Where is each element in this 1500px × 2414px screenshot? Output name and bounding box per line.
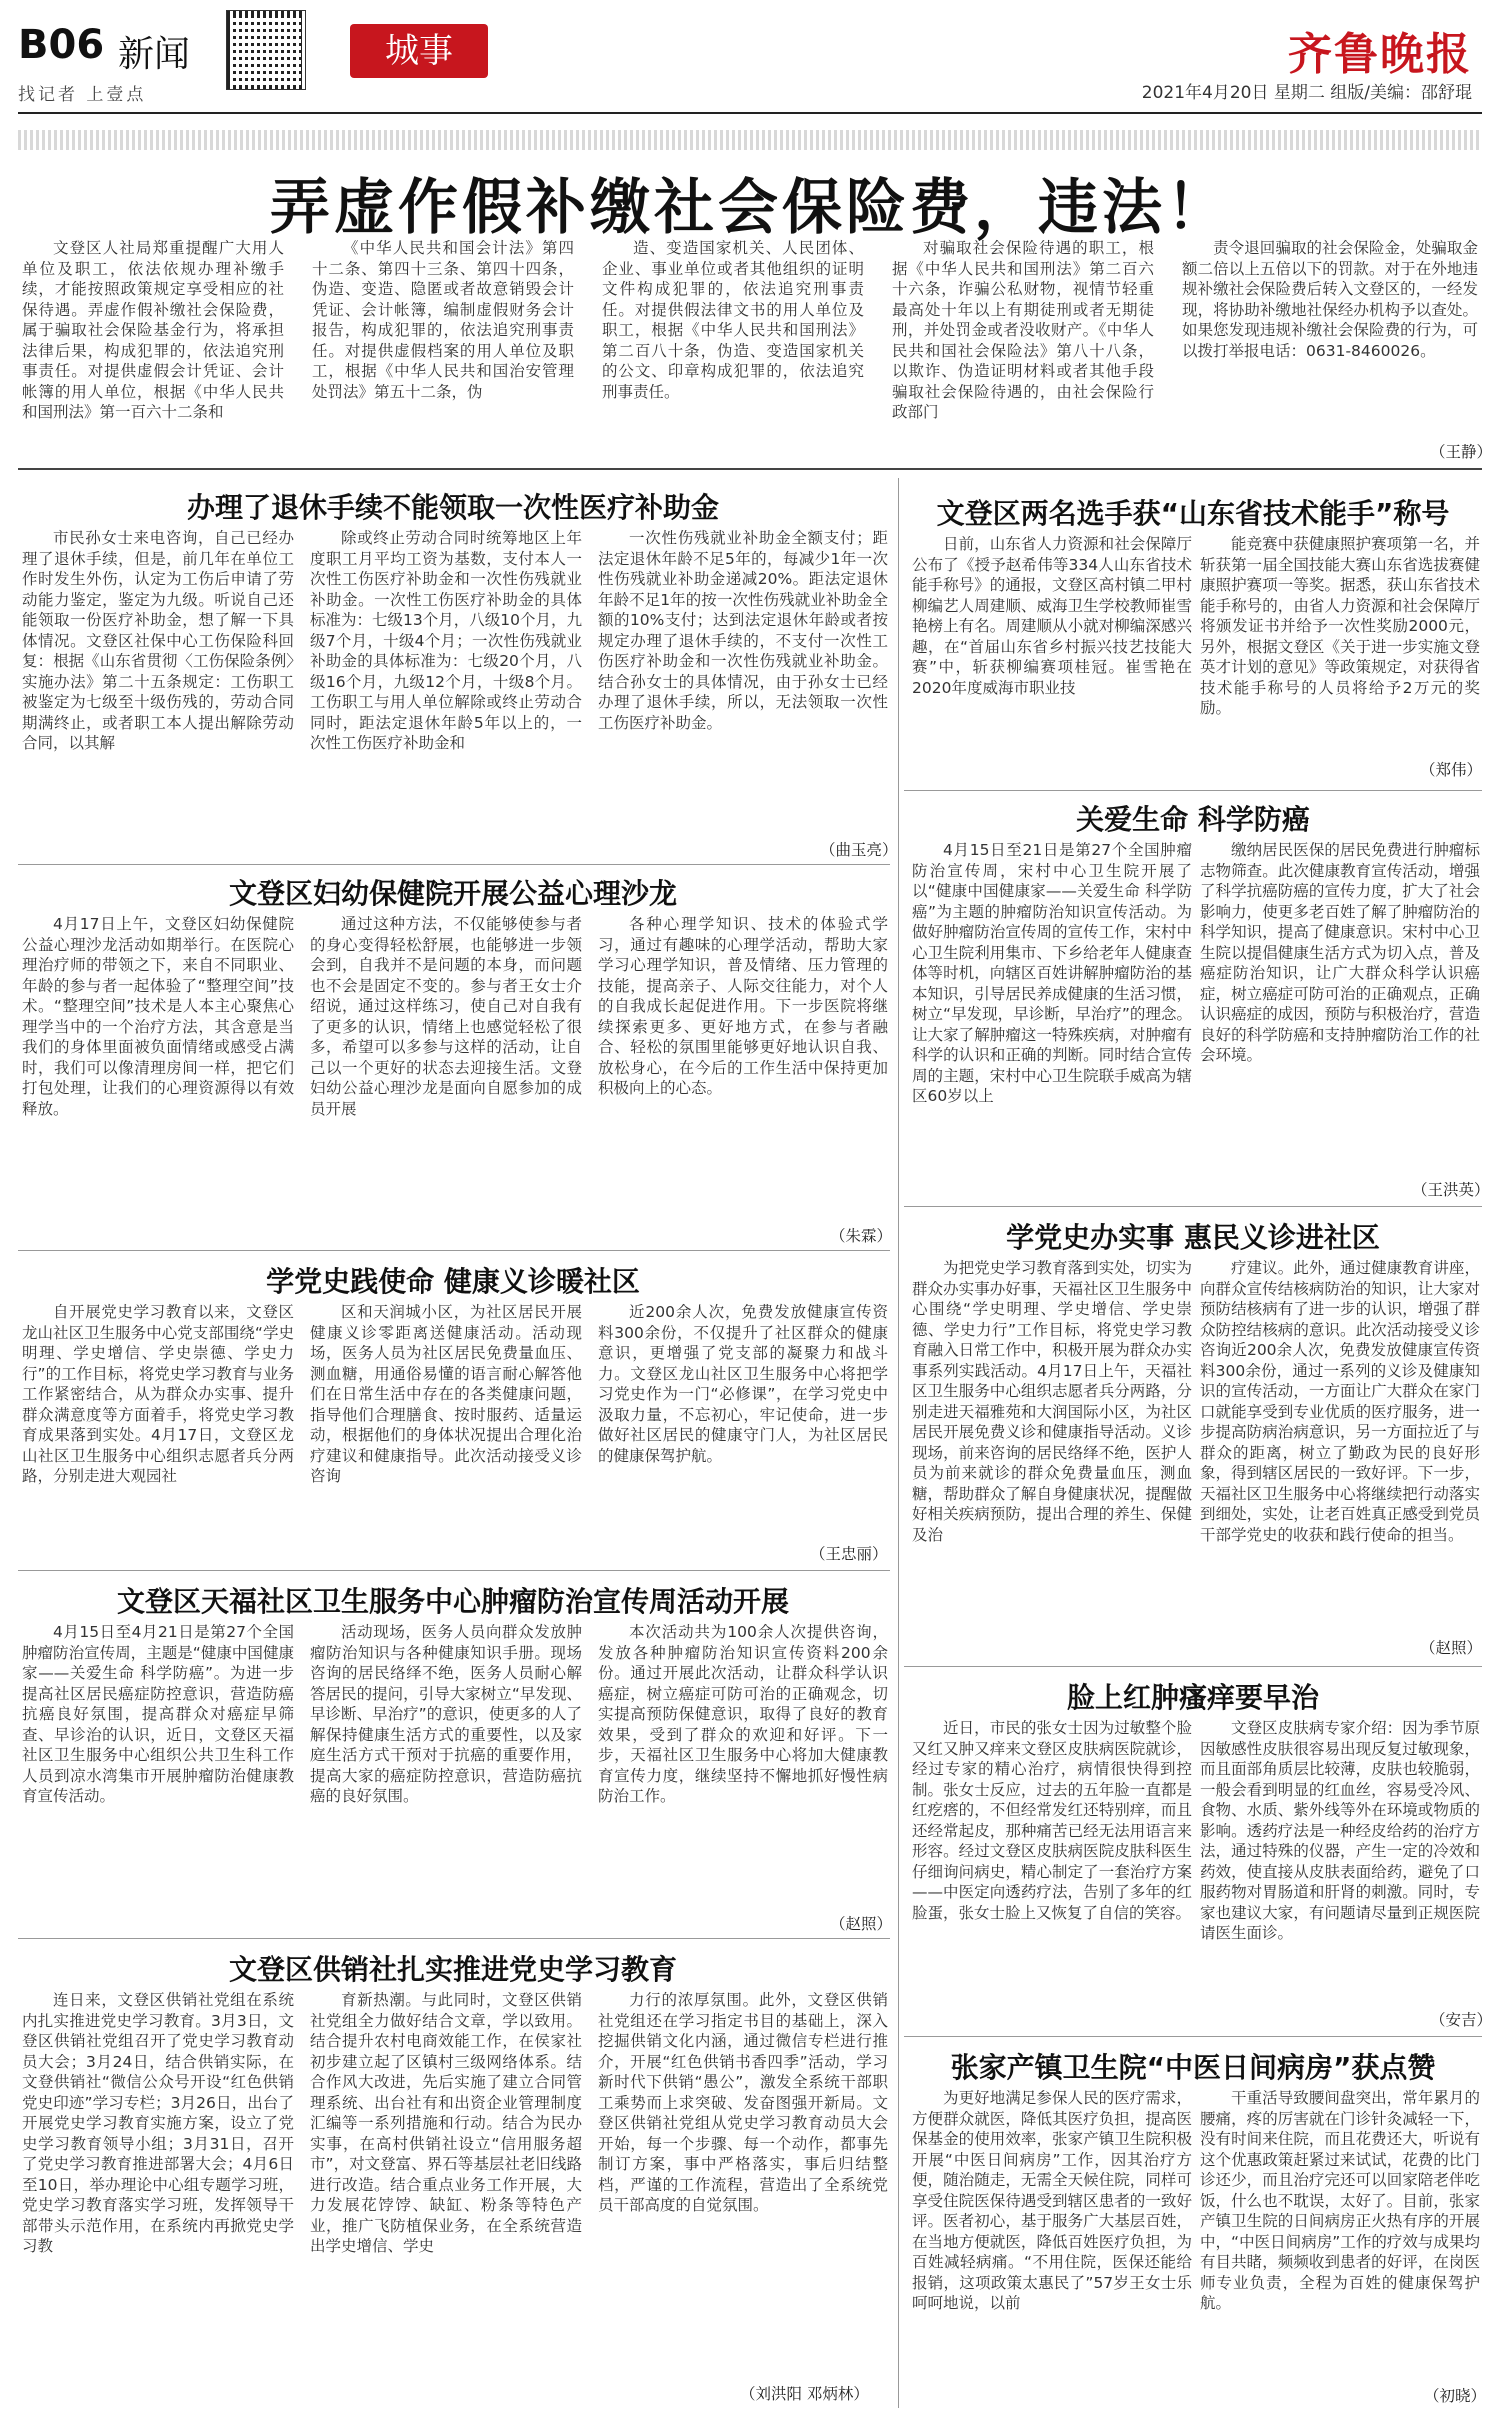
divider <box>18 1570 890 1571</box>
article-column: 育新热潮。与此同时，文登区供销社党组全力做好结合文章，学以致用。结合提升农村电商效能工作，在侯家社初步建立起了区镇村三级网络体系。结合作风大改进，先后实施了建立合同管理系统、出台社有和出资企业管理制度汇编等一系列措施和行动。结合为民办实事，在高村供销社设立“信用服务超市”，对文登富、界石等基层社老旧线路进行改造。结合重点业务工作开展，大力发展花饽饽、缺缸、粉条等特色产业，推广飞防植保业务，在全系统营造出学史增信、学史 <box>310 1991 582 2255</box>
article-column: 4月15日至21日是第27个全国肿瘤防治宣传周，宋村中心卫生院开展了以“健康中国健康家——关爱生命 科学防癌”为主题的肿瘤防治知识宣传活动。为做好肿瘤防治宣传周的宣传工作，宋村中心卫生院利用集市、下乡给老年人健康查体等时机，向辖区百姓讲解肿瘤防治的基本知识，引导居民养成健康的生活习惯，树立“早发现，早诊断，早治疗”的理念。让大家了解肿瘤这一特殊疾病，对肿瘤有科学的认识和正确的判断。同时结合宣传周的主题，宋村中心卫生院联手威高为辖区60岁以上 <box>912 841 1192 1105</box>
decorative-band <box>18 130 1482 150</box>
article-column: 能竞赛中获健康照护赛项第一名，并斩获第一届全国技能大赛山东省选拔赛健康照护赛项一等奖。据悉，获山东省技术能手称号的，由省人力资源和社会保障厅将颁发证书并给予一次性奖励2000元，另外，根据文登区《关于进一步实施文登英才计划的意见》等政策规定，对获得省技术能手称号的人员将给予2万元的奖励。 <box>1200 535 1480 717</box>
article-headline: 文登区妇幼保健院开展公益心理沙龙 <box>228 877 677 910</box>
lead-column-1: 文登区人社局郑重提醒广大用人单位及职工，依法依规办理补缴手续，才能按照政策规定享受相应的社保待遇。弄虚作假补缴社会保险费，属于骗取社会保险基金行为，将承担法律后果，构成犯罪的，依法追究刑事责任。对提供虚假会计凭证、会计帐簿的用人单位，根据《中华人民共和国刑法》第一百六十二条和 <box>22 239 284 421</box>
article-column: 日前，山东省人力资源和社会保障厅公布了《授予赵希伟等334人山东省技术能手称号》的通报，文登区高村镇二甲村柳编艺人周建顺、威海卫生学校教师崔雪艳榜上有名。周建顺从小就对柳编深感兴趣，在“首届山东省乡村振兴技艺技能大赛”中，斩获柳编赛项桂冠。崔雪艳在2020年度威海市职业技 <box>912 535 1192 697</box>
lead-byline: （王静） <box>1430 443 1493 461</box>
article-column: 文登区皮肤病专家介绍：因为季节原因敏感性皮肤很容易出现反复过敏现象，而且面部角质层比较薄，皮肤也较脆弱，一般会看到明显的红血丝，容易受冷风、食物、水质、紫外线等外在环境或物质的影响。透药疗法是一种经皮给药的治疗方法，通过特殊的仪器，产生一定的冷效和药效，使直接从皮肤表面给药，避免了口服药物对胃肠道和肝肾的刺激。同时，专家也建议大家，有问题请尽量到正规医院请医生面诊。 <box>1200 1719 1480 1942</box>
lead-column-2: 《中华人民共和国会计法》第四十二条、第四十三条、第四十四条，伪造、变造、隐匿或者故意销毁会计凭证、会计帐簿，编制虚假财务会计报告，构成犯罪的，依法追究刑事责任。对提供虚假档案的用人单位及职工，根据《中华人民共和国治安管理处罚法》第五十二条，伪 <box>312 239 574 401</box>
article-byline: （王洪英） <box>1412 1181 1490 1199</box>
article-byline: （赵照） <box>830 1915 893 1933</box>
article-column: 自开展党史学习教育以来，文登区龙山社区卫生服务中心党支部围绕“学史明理、学史增信、学史崇德、学史力行”的工作目标，将党史学习教育与业务工作紧密结合，从为群众办实事、提升群众满意度等方面着手，将党史学习教育成果落到实处。4月17日，文登区龙山社区卫生服务中心组织志愿者兵分两路，分别走进大观园社 <box>22 1303 294 1485</box>
divider <box>18 468 1482 470</box>
article-column: 为把党史学习教育落到实处，切实为群众办实事办好事，天福社区卫生服务中心围绕“学史明理、学史增信、学史崇德、学史力行”工作目标，将党史学习教育融入日常工作中，积极开展为群众办实事系列实践活动。4月17日上午，天福社区卫生服务中心组织志愿者兵分两路，分别走进天福雅苑和大润国际小区，为社区居民开展免费义诊和健康指导活动。义诊现场，前来咨询的居民络绎不绝，医护人员为前来就诊的群众免费量血压，测血糖，帮助群众了解自身健康状况，提醒做好相关疾病预防，提出合理的养生、保健及治 <box>912 1259 1192 1544</box>
lead-column-3: 造、变造国家机关、人民团体、企业、事业单位或者其他组织的证明文件构成犯罪的，依法追究刑事责任。对提供假法律文书的用人单位及职工，根据《中华人民共和国刑法》第二百八十条，伪造、变造国家机关的公文、印章构成犯罪的，依法追究刑事责任。 <box>602 239 864 401</box>
article-headline: 文登区供销社扎实推进党史学习教育 <box>228 1953 677 1986</box>
article-headline: 学党史办实事 惠民义诊进社区 <box>1006 1221 1380 1254</box>
article-column: 缴纳居民医保的居民免费进行肿瘤标志物筛查。此次健康教育宣传活动，增强了科学抗癌防癌的宣传力度，扩大了社会影响力，使更多老百姓了解了肿瘤防治的科学知识，提高了健康意识。宋村中心卫生院以提倡健康生活方式为切入点，普及癌症防治知识，让广大群众科学认识癌症，树立癌症可防可治的正确观点，正确认识癌症的成因，预防与积极治疗，营造良好的科学防癌和支持肿瘤防治工作的社会环境。 <box>1200 841 1480 1064</box>
article-column: 力行的浓厚氛围。此外，文登区供销社党组还在学习指定书目的基础上，深入挖掘供销文化内涵，通过微信专栏进行推介，开展“红色供销书香四季”活动，学习新时代下供销“愚公”，激发全系统干部职工乘势而上求突破、发奋图强开新局。文登区供销社党组从党史学习教育动员大会开始，每一个步骤、每一个动作，都事先制订方案，事中严格落实，事后归结整档，严谨的工作流程，营造出了全系统党员干部高度的自觉氛围。 <box>598 1991 888 2214</box>
article-column: 4月15日至4月21日是第27个全国肿瘤防治宣传周，主题是“健康中国健康家——关爱生命 科学防癌”。为进一步提高社区居民癌症防控意识，营造防癌抗癌良好氛围，提高群众对癌症早筛查、早诊治的认识，近日，文登区天福社区卫生服务中心组织公共卫生科工作人员到凉水湾集市开展肿瘤防治健康教育宣传活动。 <box>22 1623 294 1805</box>
article-column: 疗建议。此外，通过健康教育讲座，向群众宣传结核病防治的知识，让大家对预防结核病有了进一步的认识，增强了群众防控结核病的意识。此次活动接受义诊咨询近200余人次，免费发放健康宣传资料300余份，通过一系列的义诊及健康知识的宣传活动，一方面让广大群众在家门口就能享受到专业优质的医疗服务，进一步提高防病治病意识，另一方面拉近了与群众的距离，树立了勤政为民的良好形象，得到辖区居民的一致好评。下一步，天福社区卫生服务中心将继续把行动落实到细处，实处，让老百姓真正感受到党员干部学党史的收获和践行使命的担当。 <box>1200 1259 1480 1544</box>
article-headline: 脸上红肿瘙痒要早治 <box>1066 1681 1319 1714</box>
article-column: 活动现场，医务人员向群众发放肿瘤防治知识与各种健康知识手册。现场咨询的居民络绎不绝，医务人员耐心解答居民的提问，引导大家树立“早发现、早诊断、早治疗”的意识，使更多的人了解保持健康生活方式的重要性，以及家庭生活方式干预对于抗癌的重要作用，提高大家的癌症防控意识，营造防癌抗癌的良好氛围。 <box>310 1623 582 1805</box>
article-byline: （刘洪阳 邓炳林） <box>740 2385 869 2403</box>
article-headline: 关爱生命 科学防癌 <box>1076 803 1310 836</box>
lead-headline: 弄虚作假补缴社会保险费，违法！ <box>270 173 1230 243</box>
divider <box>904 2036 1482 2037</box>
dateline: 2021年4月20日 星期二 组版/美编：邵舒琨 <box>1141 83 1472 103</box>
article-column: 一次性伤残就业补助金全额支付；距法定退休年龄不足5年的，每减少1年一次性伤残就业补助金递减20%。距法定退休年龄不足1年的按一次性伤残就业补助金全额的10%支付；达到法定退休年龄或者按规定办理了退休手续的，不支付一次性工伤医疗补助金和一次性伤残就业补助金。结合孙女士的具体情况，由于孙女士已经办理了退休手续，所以，无法领取一次性工伤医疗补助金。 <box>598 529 888 732</box>
article-byline: （安吉） <box>1430 2011 1493 2029</box>
divider <box>904 1666 1482 1667</box>
article-column: 近200余人次，免费发放健康宣传资料300余份，不仅提升了社区群众的健康意识，更增强了党支部的凝聚力和战斗力。文登区龙山社区卫生服务中心将把学习党史作为一门“必修课”，在学习党史中汲取力量，不忘初心，牢记使命，进一步做好社区居民的健康守门人，为社区居民的健康保驾护航。 <box>598 1303 888 1465</box>
page-number: B06 <box>18 22 105 68</box>
divider <box>904 790 1482 791</box>
article-column: 近日，市民的张女士因为过敏整个脸又红又肿又痒来文登区皮肤病医院就诊，经过专家的精心治疗，病情很快得到控制。张女士反应，过去的五年脸一直都是红疙瘩的，不但经常发红还特别痒，而且还经常起皮，那种痛苦已经无法用语言来形容。经过文登区皮肤病医院皮肤科医生仔细询问病史，精心制定了一套治疗方案——中医定向透药疗法，告别了多年的红脸蛋，张女士脸上又恢复了自信的笑容。 <box>912 1719 1192 1922</box>
article-byline: （曲玉亮） <box>820 841 898 859</box>
article-column: 连日来，文登区供销社党组在系统内扎实推进党史学习教育。3月3日，文登区供销社党组召开了党史学习教育动员大会；3月24日，结合供销实际，在文登供销社“微信公众号开设“红色供销党史印迹”学习专栏；3月26日，出台了开展党史学习教育实施方案，设立了党史学习教育领导小组；3月31日，召开了党史学习教育推进部署大会；4月6日至10日，举办理论中心组专题学习班，党史学习教育落实学习班，发挥领导干部带头示范作用，在系统内再掀党史学习教 <box>22 1991 294 2255</box>
article-byline: （朱霖） <box>830 1227 893 1245</box>
article-byline: （王忠丽） <box>810 1545 888 1563</box>
divider <box>18 1938 890 1939</box>
article-column: 干重活导致腰间盘突出，常年累月的腰痛，疼的厉害就在门诊针灸减轻一下，没有时间来住院，而且花费还大，听说有这个优惠政策赶紧过来试试，花费的比门诊还少，而且治疗完还可以回家陪老伴吃饭，什么也不耽误，太好了。目前，张家产镇卫生院的日间病房正火热有序的开展中，“中医日间病房”工作的疗效与成果均有目共睹，频频收到患者的好评，在岗医师专业负责，全程为百姓的健康保驾护航。 <box>1200 2089 1480 2312</box>
article-headline: 学党史践使命 健康义诊暖社区 <box>266 1265 640 1298</box>
article-byline: （初晓） <box>1424 2387 1487 2405</box>
divider <box>904 1206 1482 1207</box>
newspaper-logo: 齐鲁晚报 <box>1288 29 1472 80</box>
divider <box>18 864 890 865</box>
divider <box>18 1250 890 1251</box>
header-rule <box>18 112 1482 114</box>
article-headline: 文登区天福社区卫生服务中心肿瘤防治宣传周活动开展 <box>116 1585 789 1618</box>
lead-column-4: 对骗取社会保险待遇的职工，根据《中华人民共和国刑法》第二百六十六条，诈骗公私财物，视情节轻重最高处十年以上有期徒刑或者无期徒刑，并处罚金或者没收财产。《中华人民共和国社会保险法》第八十八条，以欺诈、伪造证明材料或者其他手段骗取社会保险待遇的，由社会保险行政部门 <box>892 239 1154 421</box>
qr-code-icon <box>226 10 306 90</box>
article-headline: 办理了退休手续不能领取一次性医疗补助金 <box>186 491 719 524</box>
column-divider <box>898 478 899 2408</box>
article-byline: （赵照） <box>1420 1639 1483 1657</box>
article-headline: 张家产镇卫生院“中医日间病房”获点赞 <box>950 2051 1436 2084</box>
article-column: 除或终止劳动合同时统筹地区上年度职工月平均工资为基数，支付本人一次性工伤医疗补助金和一次性伤残就业补助金。一次性工伤医疗补助金的具体标准为：七级13个月，八级10个月，九级7个月，十级4个月；一次性伤残就业补助金的具体标准为：七级20个月，八级16个月，九级12个月，十级8个月。工伤职工与用人单位解除或终止劳动合同时，距法定退休年龄5年以上的，一次性工伤医疗补助金和 <box>310 529 582 752</box>
article-column: 各种心理学知识、技术的体验式学习，通过有趣味的心理学活动，帮助大家学习心理学知识，普及情绪、压力管理的技能，提高亲子、人际交往能力，对个人的自我成长起促进作用。下一步医院将继续探索更多、更好地方式，在参与者融合、轻松的氛围里能够更好地认识自我、放松身心，在今后的工作生活中保持更加积极向上的心态。 <box>598 915 888 1097</box>
lead-column-5: 责令退回骗取的社会保险金，处骗取金额二倍以上五倍以下的罚款。对于在外地违规补缴社会保险费后转入文登区的，一经发现，将协助补缴地社保经办机构予以查处。如果您发现违规补缴社会保险费的行为，可以拨打举报电话：0631-8460026。 <box>1182 239 1478 360</box>
article-column: 通过这种方法，不仅能够使参与者的身心变得轻松舒展，也能够进一步领会到，自我并不是问题的本身，而问题也不会是固定不变的。参与者王女士介绍说，通过这样练习，使自己对自我有了更多的认识，情绪上也感觉轻松了很多，希望可以多参与这样的活动，让自己以一个更好的状态去迎接生活。文登妇幼公益心理沙龙是面向自愿参加的成员开展 <box>310 915 582 1118</box>
reporter-line: 找记者 上壹点 <box>18 85 147 105</box>
article-column: 市民孙女士来电咨询，自己已经办理了退休手续，但是，前几年在单位工作时发生外伤，认定为工伤后申请了劳动能力鉴定，鉴定为九级。听说自己还能领取一份医疗补助金，想了解一下具体情况。文登区社保中心工伤保险科回复：根据《山东省贯彻〈工伤保险条例〉实施办法》第二十五条规定：工伤职工被鉴定为七级至十级伤残的，劳动合同期满终止，或者职工本人提出解除劳动合同，以其解 <box>22 529 294 752</box>
article-column: 区和天润城小区，为社区居民开展健康义诊零距离送健康活动。活动现场，医务人员为社区居民免费量血压、测血糖，用通俗易懂的语言耐心解答他们在日常生活中存在的各类健康问题，指导他们合理膳食、按时服药、适量运动，根据他们的身体状况提出合理化治疗建议和健康指导。此次活动接受义诊咨询 <box>310 1303 582 1485</box>
section-name: 新闻 <box>118 34 191 75</box>
article-column: 为更好地满足参保人民的医疗需求，方便群众就医，降低其医疗负担，提高医保基金的使用效率，张家产镇卫生院积极开展“中医日间病房”工作，因其治疗方便，随治随走，无需全天候住院，同样可享受住院医保待遇受到辖区患者的一致好评。医者初心，基于服务广大基层百姓，在当地方便就医，降低百姓医疗负担，为百姓减轻病痛。“不用住院，医保还能给报销，这项政策太惠民了”57岁王女士乐呵呵地说，以前 <box>912 2089 1192 2312</box>
section-tag: 城事 <box>350 24 488 78</box>
article-column: 4月17日上午，文登区妇幼保健院公益心理沙龙活动如期举行。在医院心理治疗师的带领之下，来自不同职业、年龄的参与者一起体验了“整理空间”技术。“整理空间”技术是人本主心聚焦心理学当中的一个治疗方法，其含意是当我们的身体里面被负面情绪或感受占满时，我们可以像清理房间一样，把它们打包处理，让我们的心理资源得以有效释放。 <box>22 915 294 1118</box>
masthead <box>0 0 1500 130</box>
article-byline: （郑伟） <box>1420 761 1483 779</box>
article-column: 本次活动共为100余人次提供咨询，发放各种肿瘤防治知识宣传资料200余份。通过开展此次活动，让群众科学认识癌症，树立癌症可防可治的正确观念，切实提高预防保健意识，取得了良好的教育效果，受到了群众的欢迎和好评。下一步，天福社区卫生服务中心将加大健康教育宣传力度，继续坚持不懈地抓好慢性病防治工作。 <box>598 1623 888 1805</box>
article-headline: 文登区两名选手获“山东省技术能手”称号 <box>936 497 1450 530</box>
